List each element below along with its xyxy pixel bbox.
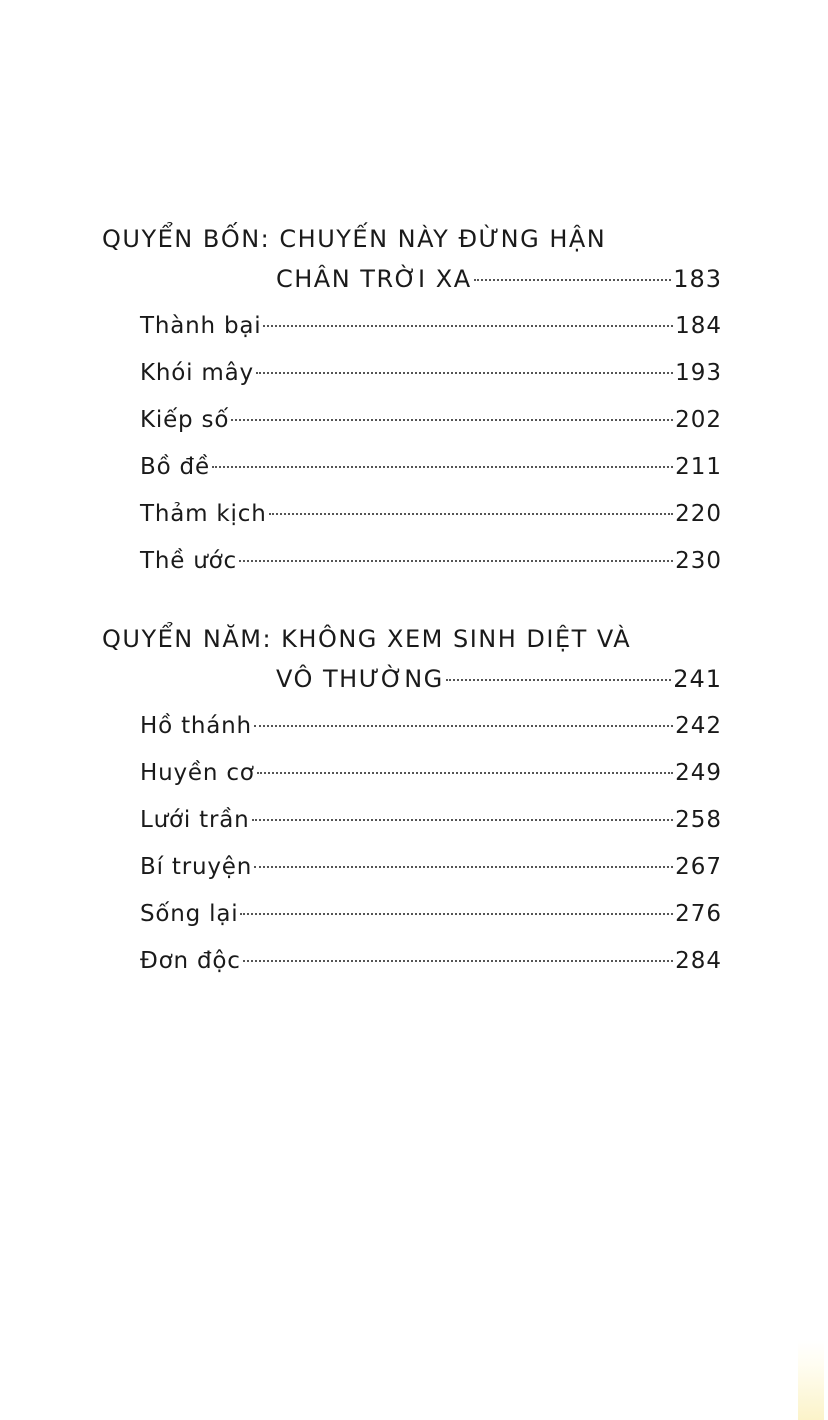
toc-entry[interactable]: [140, 844, 722, 891]
dot-leader: [243, 959, 673, 962]
toc-entry[interactable]: [140, 538, 722, 585]
page-number: 242: [675, 713, 722, 739]
toc-part-5: [102, 620, 722, 985]
chapter-title: Thành bại: [140, 313, 262, 339]
toc-entry[interactable]: [140, 938, 722, 985]
page-number: 193: [675, 360, 722, 386]
toc-entry[interactable]: [140, 350, 722, 397]
part-title-continuation[interactable]: [276, 660, 722, 698]
page-edge-tint: [798, 1340, 824, 1420]
page-number: 249: [675, 760, 722, 786]
chapter-title: Bồ đề: [140, 454, 210, 480]
toc-entry[interactable]: [140, 491, 722, 538]
dot-leader: [231, 418, 673, 421]
toc-entry[interactable]: [140, 444, 722, 491]
page-number: 276: [675, 901, 722, 927]
dot-leader: [212, 465, 673, 468]
chapter-title: Khói mây: [140, 360, 254, 386]
chapter-title: Kiếp số: [140, 407, 230, 433]
page-number: 184: [675, 313, 722, 339]
page-number: 241: [673, 665, 722, 693]
chapter-title: Bí truyện: [140, 854, 253, 880]
toc-entry[interactable]: [140, 797, 722, 844]
page-number: 284: [675, 948, 722, 974]
chapter-title: Thảm kịch: [140, 501, 267, 527]
toc-entry[interactable]: [140, 397, 722, 444]
dot-leader: [254, 865, 673, 868]
part-subtitle: CHÂN TRỜI XA: [276, 265, 472, 293]
dot-leader: [240, 912, 673, 915]
part-title-continuation[interactable]: [276, 260, 722, 298]
dot-leader: [257, 771, 673, 774]
part-subtitle: VÔ THƯỜNG: [276, 665, 444, 693]
page-number: 183: [673, 265, 722, 293]
page-number: 230: [675, 548, 722, 574]
dot-leader: [474, 278, 672, 281]
page-number: 211: [675, 454, 722, 480]
chapter-title: Huyền cơ: [140, 760, 255, 786]
toc-entry[interactable]: [140, 303, 722, 350]
toc-part-4: [102, 220, 722, 585]
part-title: QUYỂN BỐN: CHUYẾN NÀY ĐỪNG HẬN: [102, 225, 607, 253]
dot-leader: [263, 324, 673, 327]
chapter-title: Hồ thánh: [140, 713, 252, 739]
chapter-title: Đơn độc: [140, 948, 241, 974]
dot-leader: [269, 512, 674, 515]
dot-leader: [254, 724, 673, 727]
page-number: 202: [675, 407, 722, 433]
toc-entry[interactable]: [140, 750, 722, 797]
toc-entry[interactable]: [140, 891, 722, 938]
chapter-title: Thề ước: [140, 548, 237, 574]
dot-leader: [446, 678, 671, 681]
chapter-title: Sống lại: [140, 901, 239, 927]
page-number: 220: [675, 501, 722, 527]
part-title: QUYỂN NĂM: KHÔNG XEM SINH DIỆT VÀ: [102, 625, 632, 653]
toc-entry[interactable]: [140, 703, 722, 750]
dot-leader: [239, 559, 673, 562]
chapter-title: Lưới trần: [140, 807, 250, 833]
page-number: 267: [675, 854, 722, 880]
dot-leader: [252, 818, 674, 821]
dot-leader: [256, 371, 673, 374]
page-number: 258: [675, 807, 722, 833]
